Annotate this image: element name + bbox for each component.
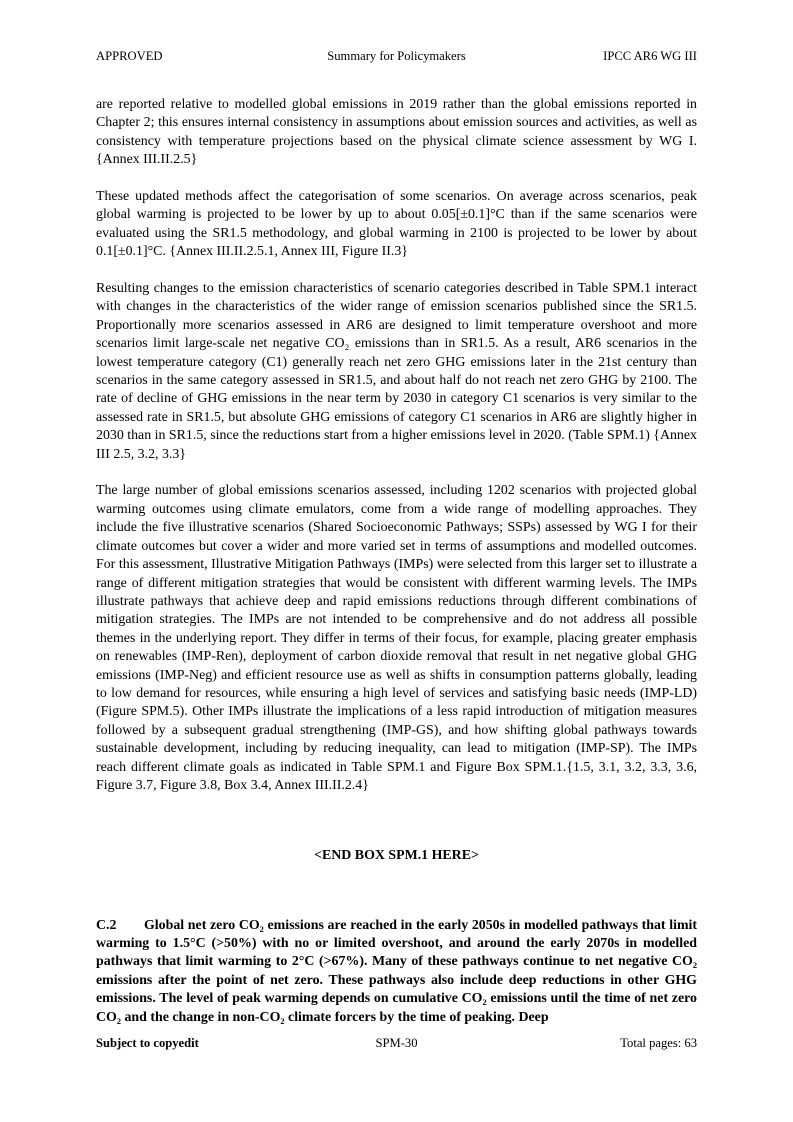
paragraph-2: These updated methods affect the categorisation of some scenarios. On average across scenarios, peak global warming is projected to be lower by up to about 0.05[±0.1]°C than if the same scenarios were evaluated using the SR1.5 methodology, and global warming in 2100 is projected to be lower by about 0.1[±0.1]°C. {Annex III.II.2.5.1, Annex III, Figure II.3}: [96, 189, 697, 260]
header-report: IPCC AR6 WG III: [603, 49, 697, 63]
footer-copyedit: Subject to copyedit: [96, 1036, 199, 1050]
page-number: SPM-30: [375, 1036, 418, 1050]
paragraph-3: Resulting changes to the emission characteristics of scenario categories described in Table SPM.1 interact with changes in the characteristics of the wider range of emission scenarios published since the SR1.5. Proportionally more scenarios assessed in AR6 are designed to limit temperature overshoot and more scenarios limit large-scale net negative CO₂ emissions than in SR1.5. As a result, AR6 scenarios in the lowest temperature category (C1) generally reach net zero GHG emissions later in the 21st century than scenarios in the same category assessed in SR1.5, and about half do not reach net zero GHG by 2100. The rate of decline of GHG emissions in the near term by 2030 in category C1 scenarios is very similar to the assessed rate in SR1.5, but absolute GHG emissions of category C1 scenarios in AR6 are slightly higher in 2030 than in SR1.5, since the reductions start from a higher emissions level in 2020. (Table SPM.1) {Annex III 2.5, 3.2, 3.3}: [96, 281, 697, 462]
page-footer: [96, 1034, 697, 1052]
paragraph-1: are reported relative to modelled global emissions in 2019 rather than the global emissions reported in Chapter 2; this ensures internal consistency in assumptions about emission sources and activities, as well as consistency with temperature projections based on the physical climate science assessment by WG I. {Annex III.II.2.5}: [96, 97, 697, 168]
header-title: Summary for Policymakers: [327, 49, 466, 63]
section-number: C.2: [96, 917, 117, 933]
total-pages: Total pages: 63: [620, 1036, 697, 1050]
page-body: [96, 96, 697, 1027]
box-end-marker: <END BOX SPM.1 HERE>: [314, 847, 479, 863]
header-status: APPROVED: [96, 49, 163, 63]
page-header: [96, 47, 697, 65]
section-text: Global net zero CO₂ emissions are reached in the early 2050s in modelled pathways that limit warming to 1.5°C (>50%) with no or limited overshoot, and around the early 2070s in modelled pathways that limit warming to 2°C (>67%). Many of these pathways continue to net negative CO₂ emissions after the point of net zero. These pathways also include deep reductions in other GHG emissions. The level of peak warming depends on cumulative CO₂ emissions until the time of net zero CO₂ and the change in non-CO₂ climate forcers by the time of peaking. Deep: [96, 917, 697, 1025]
paragraph-4: The large number of global emissions scenarios assessed, including 1202 scenarios with projected global warming outcomes using climate emulators, come from a wide range of modelling approaches. They include the five illustrative scenarios (Shared Socioeconomic Pathways; SSPs) assessed by WG I for their climate outcomes but cover a wider and more varied set in terms of assumptions and modelled outcomes. For this assessment, Illustrative Mitigation Pathways (IMPs) were selected from this larger set to illustrate a range of different mitigation strategies that would be consistent with different warming levels. The IMPs illustrate pathways that achieve deep and rapid emissions reductions through different combinations of mitigation strategies. The IMPs are not intended to be comprehensive and do not address all possible themes in the underlying report. They differ in terms of their focus, for example, placing greater emphasis on renewables (IMP-Ren), deployment of carbon dioxide removal that result in net negative global GHG emissions (IMP-Neg) and efficient resource use as well as shifts in consumption patterns globally, leading to low demand for resources, while ensuring a high level of services and satisfying basic needs (IMP-LD) (Figure SPM.5). Other IMPs illustrate the implications of a less rapid introduction of mitigation measures followed by a subsequent gradual strengthening (IMP-GS), and how shifting global pathways towards sustainable development, including by reducing inequality, can lead to mitigation (IMP-SP). The IMPs reach different climate goals as indicated in Table SPM.1 and Figure Box SPM.1.{1.5, 3.1, 3.2, 3.3, 3.6, Figure 3.7, Figure 3.8, Box 3.4, Annex III.II.2.4}: [96, 483, 697, 793]
section-c2: [96, 917, 697, 1027]
